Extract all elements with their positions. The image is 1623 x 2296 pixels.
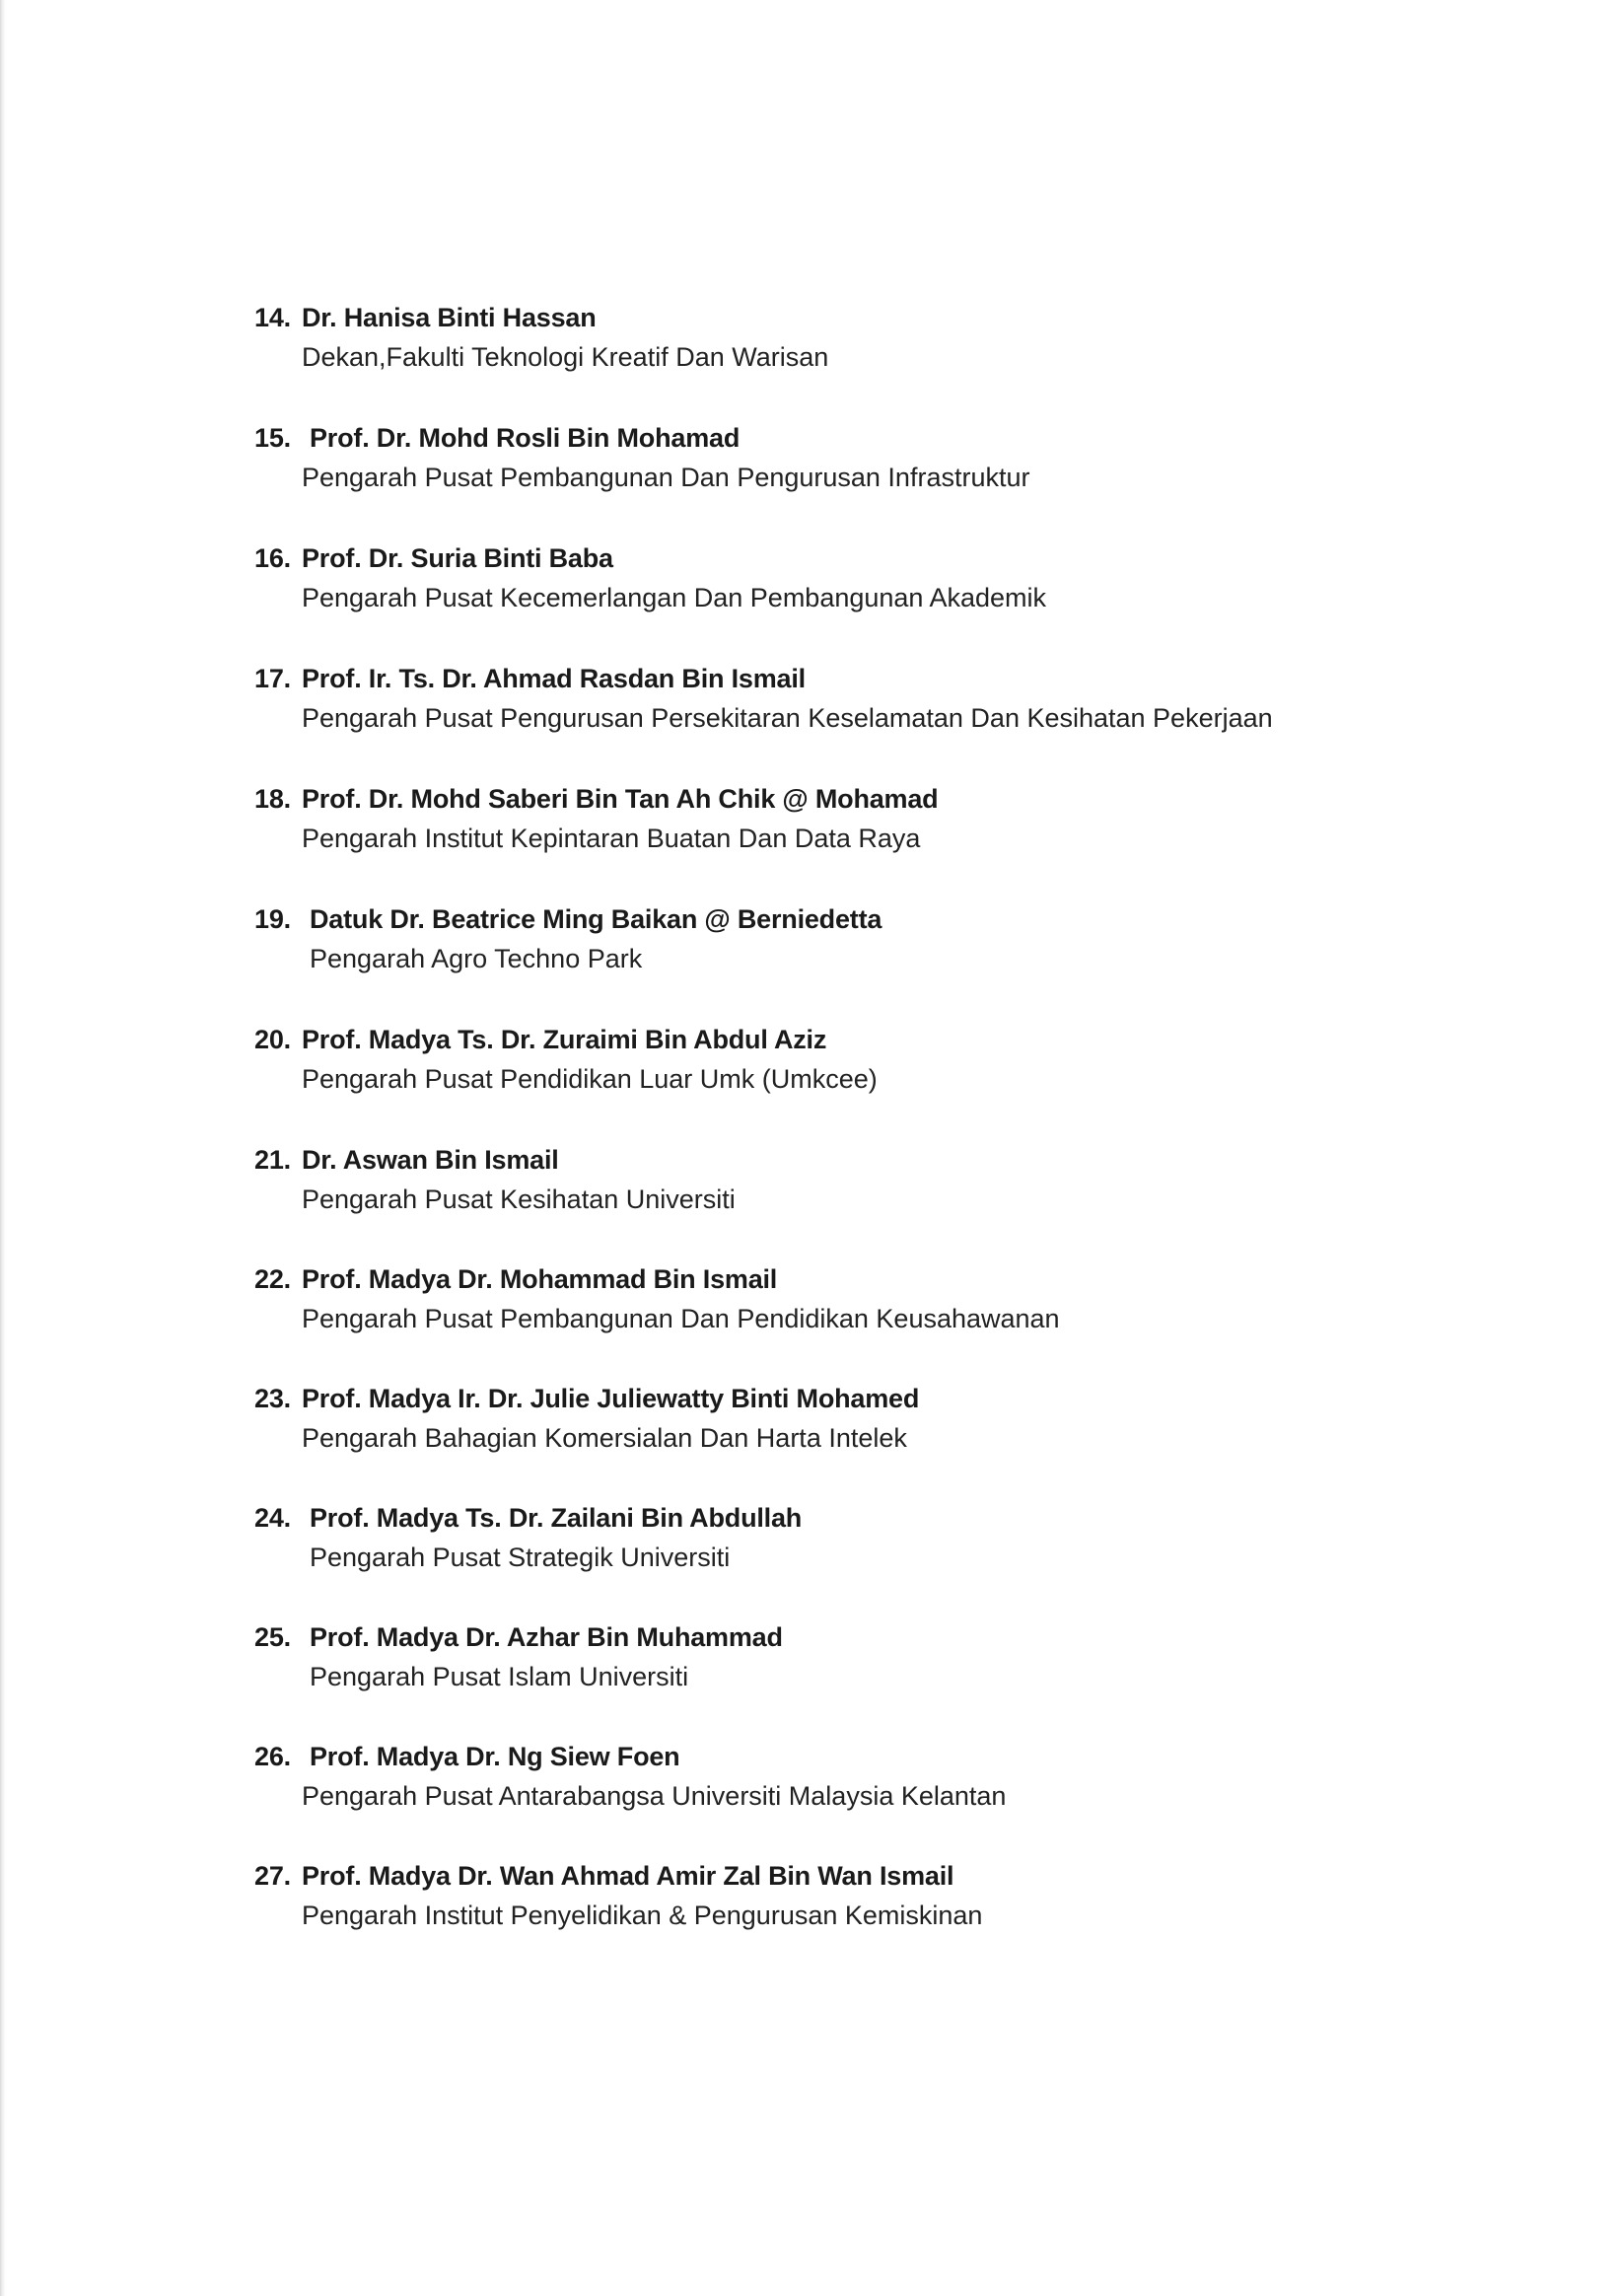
entry-name-line	[254, 1382, 1339, 1415]
list-item	[254, 541, 1339, 614]
entry-name-line	[254, 1740, 1339, 1773]
list-item	[254, 1143, 1339, 1216]
entry-number: 17.	[254, 664, 291, 693]
list-item	[254, 1740, 1339, 1813]
entry-name: Prof. Madya Ir. Dr. Julie Juliewatty Binti Mohamed	[302, 1384, 920, 1413]
entry-number: 20.	[254, 1025, 291, 1054]
list-item	[254, 1859, 1339, 1932]
entry-position: Pengarah Agro Techno Park	[310, 944, 643, 973]
list-item	[254, 1382, 1339, 1455]
entry-position: Pengarah Pusat Kecemerlangan Dan Pembangunan Akademik	[302, 583, 1046, 612]
list-item	[254, 1620, 1339, 1693]
entry-name: Prof. Dr. Mohd Saberi Bin Tan Ah Chik @ Mohamad	[302, 784, 939, 814]
entry-number: 21.	[254, 1145, 291, 1175]
entry-name-line	[254, 1143, 1339, 1177]
entry-name-line	[254, 782, 1339, 816]
entry-number: 24.	[254, 1503, 291, 1533]
entry-position: Pengarah Pusat Pendidikan Luar Umk (Umkcee)	[302, 1064, 878, 1094]
entry-name-line	[254, 1023, 1339, 1056]
list-item	[254, 1023, 1339, 1096]
entry-number: 16.	[254, 543, 291, 573]
list-item	[254, 1262, 1339, 1335]
entry-position: Pengarah Bahagian Komersialan Dan Harta Intelek	[302, 1423, 907, 1453]
entry-number: 25.	[254, 1622, 291, 1652]
list-item	[254, 902, 1339, 975]
list-item	[254, 662, 1339, 735]
entry-name: Prof. Madya Dr. Ng Siew Foen	[310, 1742, 680, 1771]
entry-name: Prof. Ir. Ts. Dr. Ahmad Rasdan Bin Ismail	[302, 664, 806, 693]
entry-position: Pengarah Pusat Pembangunan Dan Pendidikan Keusahawanan	[302, 1304, 1060, 1333]
entry-name: Dr. Aswan Bin Ismail	[302, 1145, 559, 1175]
entry-name: Datuk Dr. Beatrice Ming Baikan @ Berniedetta	[310, 904, 882, 934]
entry-position: Pengarah Pusat Strategik Universiti	[310, 1543, 731, 1572]
entry-number: 19.	[254, 904, 291, 934]
entry-number: 26.	[254, 1742, 291, 1771]
entry-number: 15.	[254, 423, 291, 453]
entry-name: Dr. Hanisa Binti Hassan	[302, 303, 597, 332]
entry-position: Pengarah Institut Penyelidikan & Pengurusan Kemiskinan	[302, 1901, 983, 1930]
entry-position: Dekan,Fakulti Teknologi Kreatif Dan Warisan	[302, 342, 829, 372]
entry-number: 14.	[254, 303, 291, 332]
entry-name-line	[254, 1501, 1339, 1535]
entry-position: Pengarah Pusat Pembangunan Dan Pengurusan Infrastruktur	[302, 463, 1030, 492]
entry-number: 22.	[254, 1264, 291, 1294]
list-item	[254, 421, 1339, 494]
entry-name-line	[254, 541, 1339, 575]
entry-name-line	[254, 1620, 1339, 1654]
list-item	[254, 1501, 1339, 1574]
entry-position: Pengarah Pusat Kesihatan Universiti	[302, 1184, 736, 1214]
entry-name: Prof. Madya Ts. Dr. Zuraimi Bin Abdul Aziz	[302, 1025, 827, 1054]
entry-position: Pengarah Pusat Pengurusan Persekitaran Keselamatan Dan Kesihatan Pekerjaan	[302, 703, 1273, 733]
entry-name-line	[254, 902, 1339, 936]
entry-name-line	[254, 301, 1339, 334]
entry-name: Prof. Dr. Mohd Rosli Bin Mohamad	[310, 423, 741, 453]
entry-position: Pengarah Institut Kepintaran Buatan Dan Data Raya	[302, 824, 921, 853]
entry-number: 27.	[254, 1861, 291, 1891]
entry-number: 18.	[254, 784, 291, 814]
entry-name: Prof. Madya Dr. Wan Ahmad Amir Zal Bin Wan Ismail	[302, 1861, 954, 1891]
list-item	[254, 782, 1339, 855]
entry-name-line	[254, 1859, 1339, 1893]
entry-position: Pengarah Pusat Antarabangsa Universiti Malaysia Kelantan	[302, 1781, 1007, 1811]
list-item	[254, 301, 1339, 374]
entry-name: Prof. Dr. Suria Binti Baba	[302, 543, 613, 573]
entry-name: Prof. Madya Dr. Mohammad Bin Ismail	[302, 1264, 778, 1294]
entry-name: Prof. Madya Ts. Dr. Zailani Bin Abdullah	[310, 1503, 803, 1533]
entry-position: Pengarah Pusat Islam Universiti	[310, 1662, 689, 1691]
entry-name-line	[254, 421, 1339, 455]
entry-number: 23.	[254, 1384, 291, 1413]
entry-name-line	[254, 1262, 1339, 1296]
entry-name-line	[254, 662, 1339, 695]
entry-name: Prof. Madya Dr. Azhar Bin Muhammad	[310, 1622, 783, 1652]
